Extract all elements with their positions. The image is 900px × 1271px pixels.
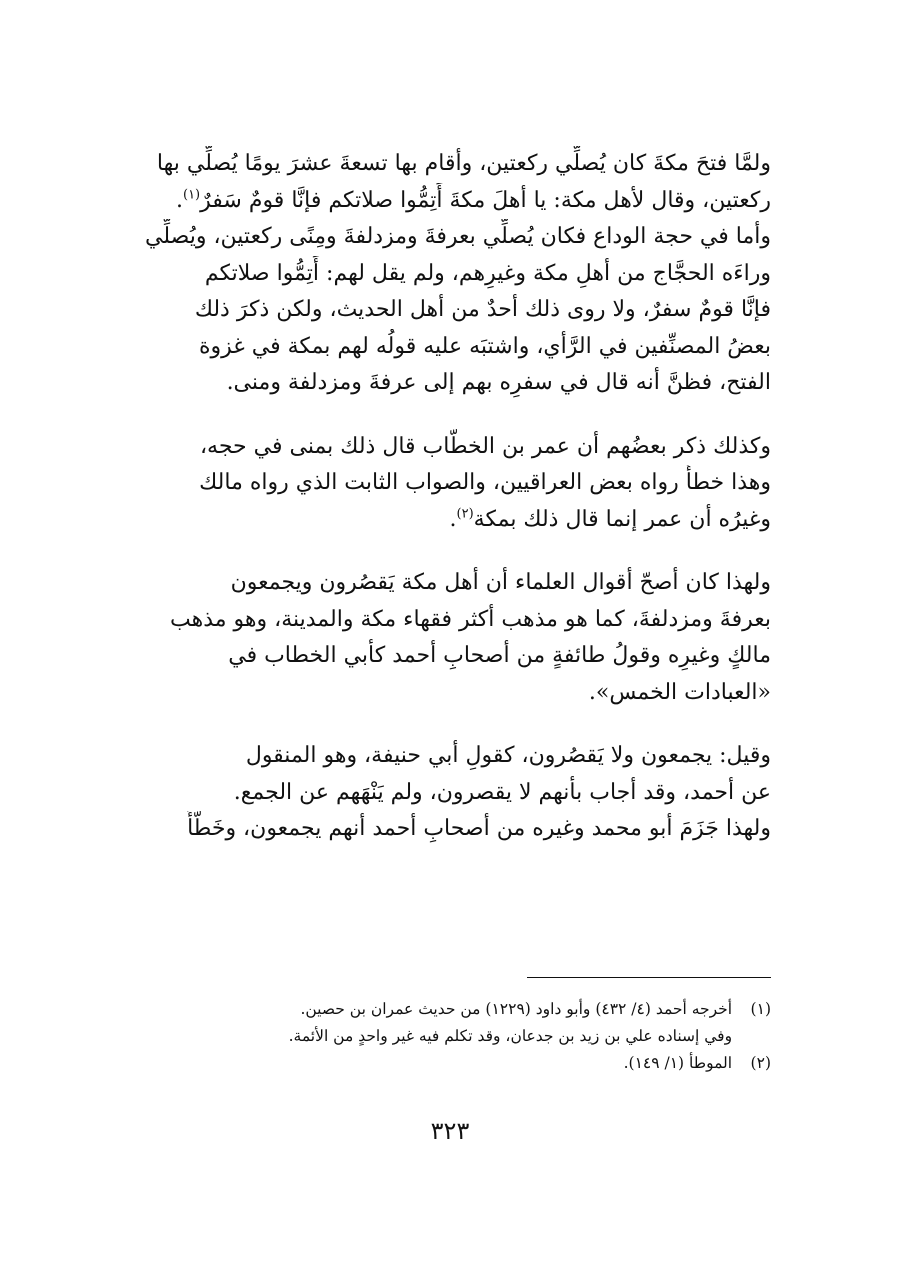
sentence-end: . <box>449 506 457 532</box>
main-text <box>128 146 771 848</box>
text-line: ولهذا جَزَمَ أبو محمد وغيره من أصحابِ أحمد أنهم يجمعون، وخَطَّأَ <box>187 816 771 841</box>
page-number: ٣٢٣ <box>430 1117 470 1145</box>
text-line: «العبادات الخمس». <box>588 679 771 705</box>
footnote-text: وفي إسناده علي بن زيد بن جدعان، وقد تكلم فيه غير واحدٍ من الأئمة. <box>288 1027 733 1045</box>
text-line: وقيل: يجمعون ولا يَقصُرون، كقولِ أبي حنيفة، وهو المنقول <box>245 743 771 768</box>
text-segment: وغيرُه أن عمر إنما قال ذلك بمكة <box>473 506 771 532</box>
text-line: مالكٍ وغيرِه وقولُ طائفةٍ من أصحابِ أحمد كأبي الخطاب في <box>228 643 771 668</box>
footnote-separator <box>527 977 771 978</box>
text-line <box>128 502 771 539</box>
text-line: بعضُ المصنِّفين في الرَّأي، واشتبَه عليه قولُه لهم بمكة في غزوة <box>198 333 771 359</box>
paragraph-2 <box>128 429 771 539</box>
text-line: فإنَّا قومٌ سفرٌ، ولا روى ذلك أحدٌ من أهل الحديث، ولكن ذكرَ ذلك <box>194 297 771 322</box>
footnote-2 <box>128 1050 771 1077</box>
text-segment: ركعتين، وقال لأهل مكة: يا أهلَ مكةَ أَتِمُّوا صلاتكم فإنَّا قومٌ سَفرٌ <box>200 187 771 213</box>
paragraph-3 <box>128 565 771 711</box>
footnote-marker: (١) <box>750 1000 771 1018</box>
text-line: وأما في حجة الوداع فكان يُصلِّي بعرفةَ ومزدلفةَ ومِنًى ركعتين، ويُصلِّي <box>145 224 771 249</box>
text-line: ولهذا كان أصحّ أقوال العلماء أن أهل مكة يَقصُرون ويجمعون <box>230 570 771 595</box>
footnote-marker: (٢) <box>750 1054 771 1072</box>
footnote-reference-1: (١) <box>182 187 201 203</box>
footnote-text: الموطأ (١/ ١٤٩). <box>623 1054 733 1072</box>
footnote-1-continuation <box>128 1023 771 1050</box>
paragraph-1 <box>128 146 771 402</box>
text-line: ولمَّا فتحَ مكةَ كان يُصلِّي ركعتين، وأقام بها تسعةَ عشرَ يومًا يُصلِّي بها <box>156 151 771 176</box>
text-line: الفتح، فظنَّ أنه قال في سفرِه بهم إلى عرفةَ ومزدلفة ومنى. <box>226 370 771 395</box>
footnote-reference-2: (٢) <box>456 506 474 522</box>
text-line: وراءَه الحجَّاج من أهلِ مكة وغيرِهم، ولم يقل لهم: أَتِمُّوا صلاتكم <box>204 260 771 286</box>
text-line: عن أحمد، وقد أجاب بأنهم لا يقصرون، ولم يَنْهَهم عن الجمع. <box>233 779 771 805</box>
footnote-1 <box>128 996 771 1023</box>
text-line: وهذا خطأٌ رواه بعض العراقيين، والصواب الثابت الذي رواه مالك <box>199 470 771 495</box>
text-line: وكذلك ذكر بعضُهم أن عمر بن الخطّاب قال ذلك بمنى في حجه، <box>199 433 771 459</box>
text-line <box>128 183 771 220</box>
footnote-text: أخرجه أحمد (٤/ ٤٣٢) وأبو داود (١٢٢٩) من حديث عمران بن حصين. <box>300 1000 733 1018</box>
text-line: بعرفةَ ومزدلفةَ، كما هو مذهب أكثر فقهاء مكة والمدينة، وهو مذهب <box>169 606 771 632</box>
sentence-end: . <box>175 187 183 213</box>
footnotes <box>128 996 771 1077</box>
paragraph-4 <box>128 738 771 848</box>
